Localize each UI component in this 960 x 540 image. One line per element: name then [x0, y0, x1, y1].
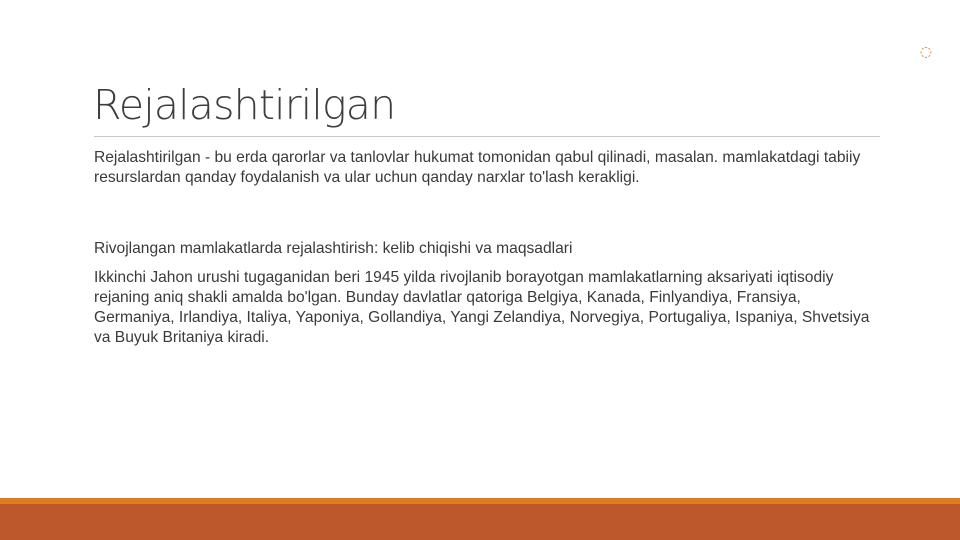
orange-outline-circle-icon: ◌ [919, 44, 933, 60]
details-paragraph: Ikkinchi Jahon urushi tugaganidan beri 1945 yilda rivojlanib borayotgan mamlakatlarning aksariyati iqtisodiy rejaning aniq shakli amalda bo'lgan. Bunday davlatlar qatoriga Belgiya, Kanada, Finlyandiya, Fransiya, Germaniya, Irlandiya, Italiya, Yaponiya, Gollandiya, Yangi Zelandiya, Norvegiya, Portugaliya, Ispaniya, Shvetsiya va Buyuk Britaniya kiradi. [94, 269, 870, 346]
footer-bar [0, 498, 960, 540]
footer-accent-stripe [0, 498, 960, 504]
title-divider [94, 136, 880, 137]
intro-paragraph: Rejalashtirilgan - bu erda qarorlar va tanlovlar hukumat tomonidan qabul qilinadi, masalan. mamlakatdagi tabiiy resurslardan qanday foydalanish va ular uchun qanday narxlar to'lash kerakligi. [94, 149, 861, 186]
slide-title: Rejalashtirilgan [93, 81, 396, 129]
section-subtitle: Rivojlangan mamlakatlarda rejalashtirish: kelib chiqishi va maqsadlari [94, 240, 573, 257]
slide-body [94, 148, 884, 348]
